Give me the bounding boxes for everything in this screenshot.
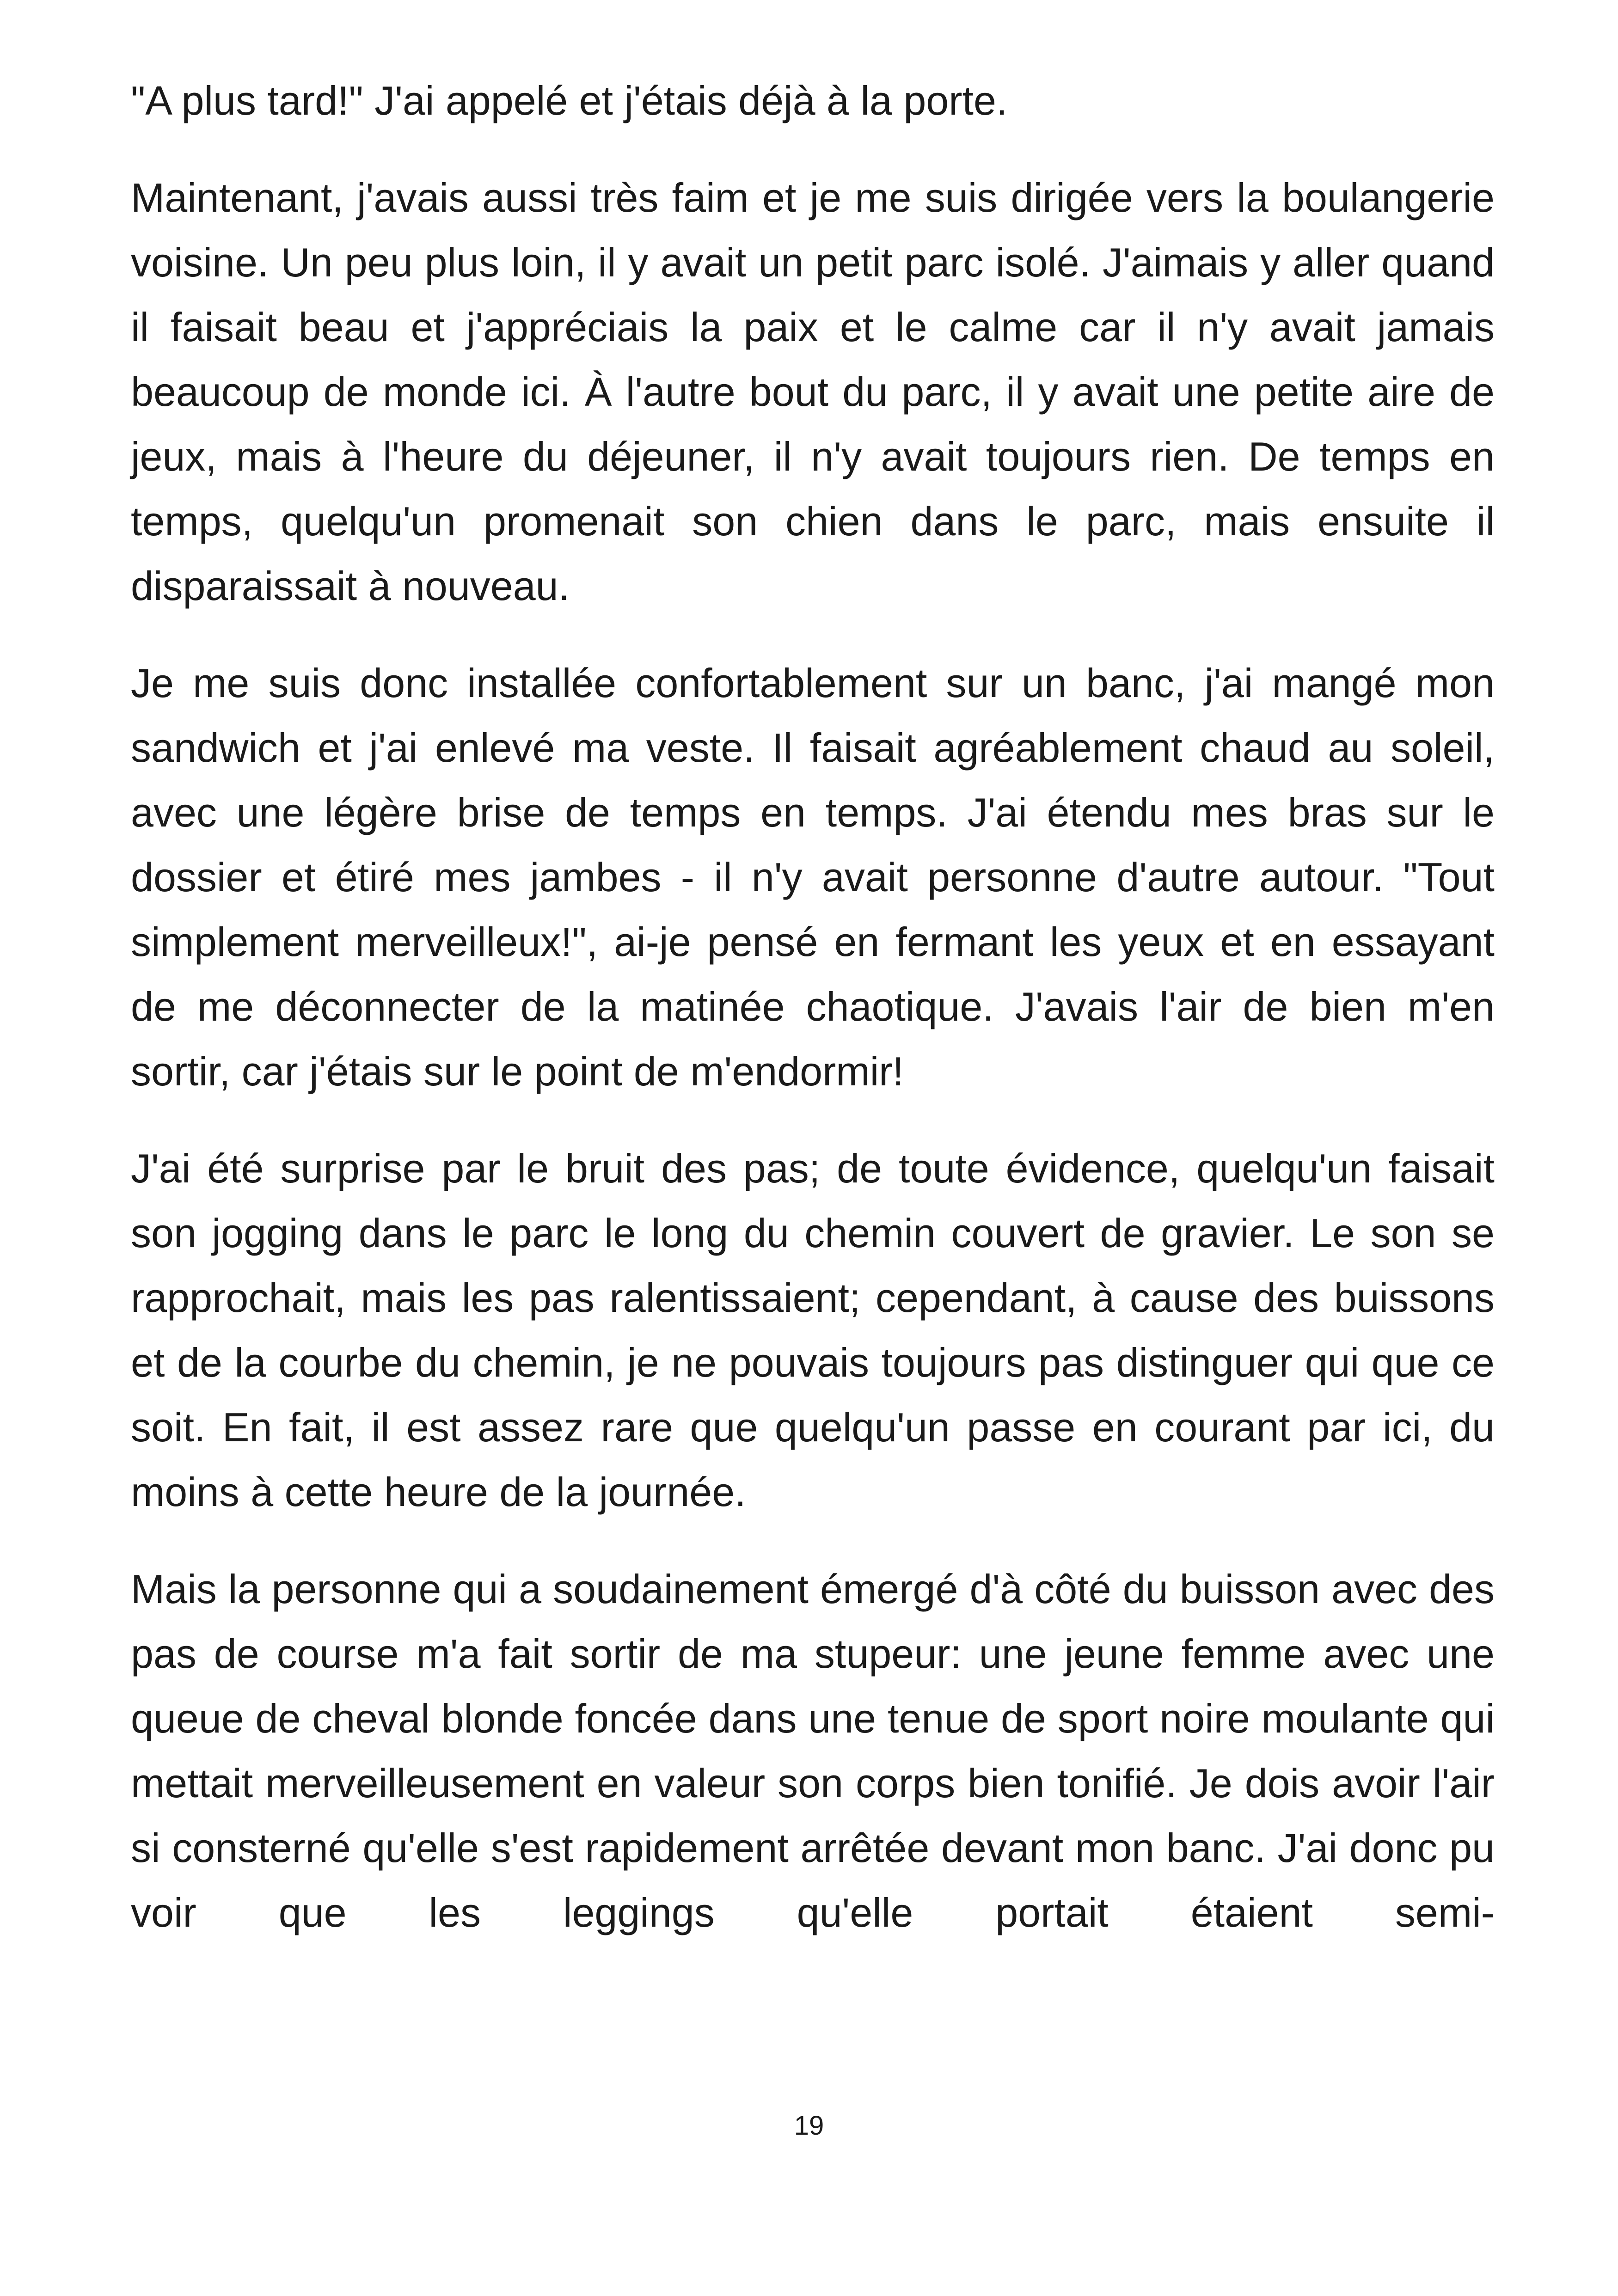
paragraph-3: Je me suis donc installée confortablement sur un banc, j'ai mangé mon sandwich et j'ai enlevé ma veste. Il faisait agréablement chaud au soleil, avec une légère brise de temps en temps. J'ai étendu mes bras sur le dossier et étiré mes jambes - il n'y avait personne d'autre autour. "Tout simplement merveilleux!", ai-je pensé en fermant les yeux et en essayant de me déconnecter de la matinée chaotique. J'avais l'air de bien m'en sortir, car j'étais sur le point de m'endormir!: [131, 660, 1495, 1094]
paragraph-5: Mais la personne qui a soudainement émergé d'à côté du buisson avec des pas de course m'a fait sortir de ma stupeur: une jeune femme avec une queue de cheval blonde foncée dans une tenue de sport noire moulante qui mettait merveilleusement en valeur son corps bien tonifié. Je dois avoir l'air si consterné qu'elle s'est rapidement arrêtée devant mon banc. J'ai donc pu voir que les leggings qu'elle portait étaient semi-: [131, 1566, 1495, 1935]
paragraph-2: Maintenant, j'avais aussi très faim et je me suis dirigée vers la boulangerie voisine. Un peu plus loin, il y avait un petit parc isolé. J'aimais y aller quand il faisait beau et j'appréciais la paix et le calme car il n'y avait jamais beaucoup de monde ici. À l'autre bout du parc, il y avait une petite aire de jeux, mais à l'heure du déjeuner, il n'y avait toujours rien. De temps en temps, quelqu'un promenait son chien dans le parc, mais ensuite il disparaissait à nouveau.: [131, 175, 1495, 609]
page-number: 19: [794, 2111, 824, 2141]
body-text: [131, 68, 1495, 1978]
paragraph-4: J'ai été surprise par le bruit des pas; de toute évidence, quelqu'un faisait son jogging dans le parc le long du chemin couvert de gravier. Le son se rapprochait, mais les pas ralentissaient; cependant, à cause des buissons et de la courbe du chemin, je ne pouvais toujours pas distinguer qui que ce soit. En fait, il est assez rare que quelqu'un passe en courant par ici, du moins à cette heure de la journée.: [131, 1145, 1495, 1515]
paragraph-1: "A plus tard!" J'ai appelé et j'étais déjà à la porte.: [131, 78, 1008, 123]
